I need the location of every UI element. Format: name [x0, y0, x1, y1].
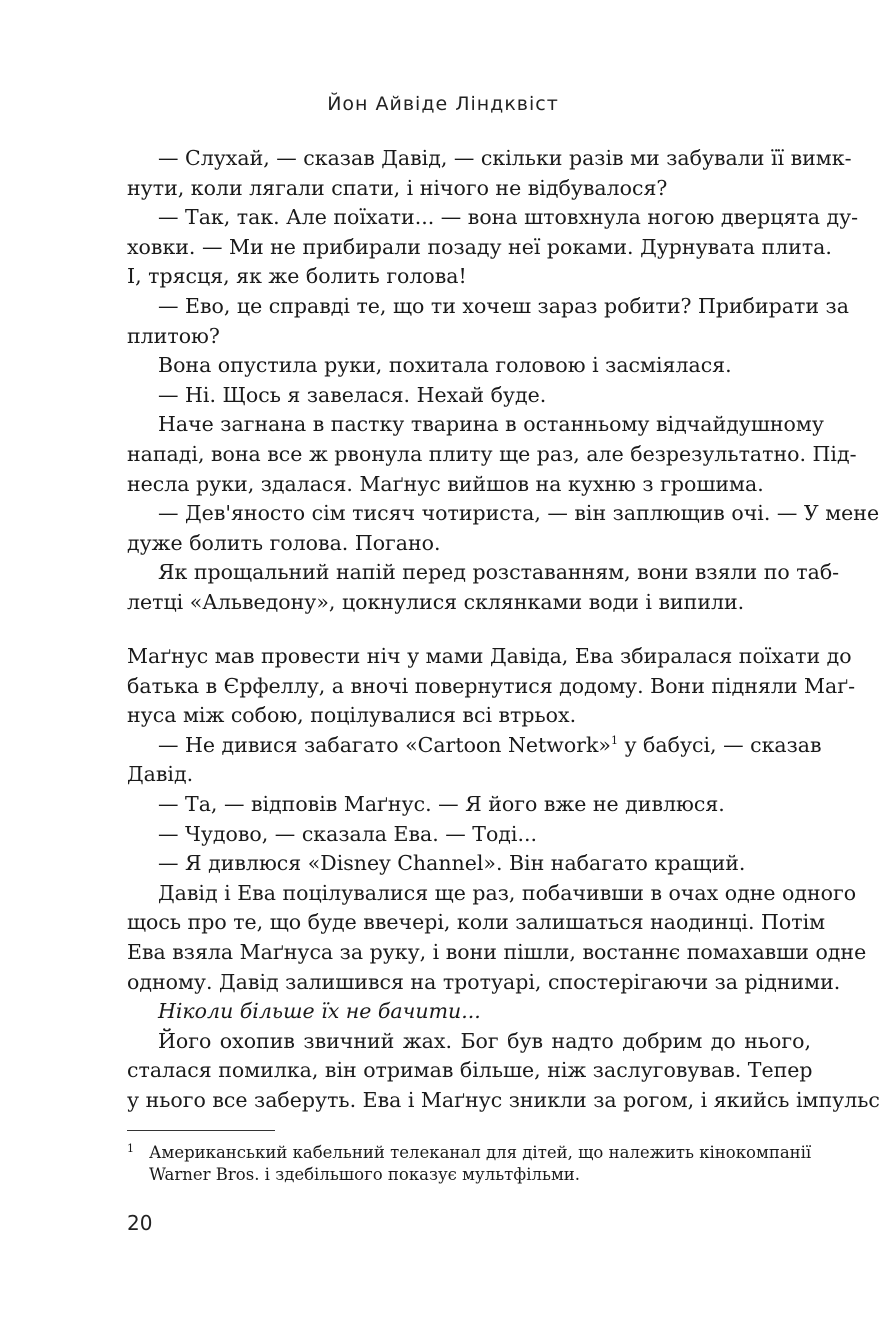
text-line: Як прощальний напій перед розставанням, вони взяли по таб-: [158, 560, 840, 585]
text-line: — Слухай, — сказав Давід, — скільки разів ми забували її вимк-: [158, 146, 852, 170]
text-line: — Так, так. Але поїхати... — вона штовхнула ногою дверцята ду-: [158, 205, 859, 230]
footnote-divider: [127, 1130, 275, 1131]
text-line: — Та, — відповів Маґнус. — Я його вже не дивлюся.: [158, 791, 725, 816]
text-line: дуже болить голова. Погано.: [127, 530, 441, 555]
footnote: [127, 1142, 811, 1186]
footnote-line: Американський кабельний телеканал для дітей, що належить кінокомпанії: [149, 1143, 812, 1162]
text-line: Ева взяла Маґнуса за руку, і вони пішли, востаннє помахавши одне: [127, 939, 867, 964]
text-line: нуса між собою, поцілувалися всі втрьох.: [127, 703, 577, 728]
text-line: Маґнус мав провести ніч у мами Давіда, Ева збиралася поїхати до: [127, 644, 852, 668]
text-line: у нього все заберуть. Ева і Маґнус зникли за рогом, і якийсь імпульс: [127, 1087, 880, 1112]
text-line: несла руки, здалася. Маґнус вийшов на кухню з грошима.: [127, 471, 764, 496]
footnote-reference: 1: [610, 733, 618, 747]
text-line: нути, коли лягали спати, і нічого не відбувалося?: [127, 175, 668, 200]
text-line: — Чудово, — сказала Ева. — Тоді...: [158, 821, 538, 846]
text-block-1: [127, 144, 880, 618]
text-segment: у бабусі, — сказав: [617, 732, 822, 757]
text-line: — Дев'яносто сім тисяч чотириста, — він заплющив очі. — У мене: [158, 501, 880, 526]
text-line-italic: Ніколи більше їх не бачити...: [158, 999, 481, 1024]
text-line: Давід і Ева поцілувалися ще раз, побачивши в очах одне одного: [158, 880, 857, 905]
footnote-number: 1: [127, 1142, 134, 1155]
text-line: Давід.: [127, 762, 194, 787]
running-header: Йон Айвіде Ліндквіст: [327, 93, 559, 115]
footnote-line: Warner Bros. і здебільшого показує мультфільми.: [149, 1165, 581, 1184]
text-line: батька в Єрфеллу, а вночі повернутися додому. Вони підняли Маґ-: [127, 673, 856, 698]
text-line: Його охопив звичний жах. Бог був надто добрим до нього,: [158, 1028, 811, 1053]
text-segment: — Не дивися забагато «Cartoon Network»: [158, 732, 611, 757]
text-line: Вона опустила руки, похитала головою і засміялася.: [158, 353, 732, 378]
text-line-with-footnote: [127, 731, 822, 761]
text-line: — Я дивлюся «Disney Channel». Він набагато кращий.: [158, 851, 746, 876]
text-line: нападі, вона все ж рвонула плиту ще раз, але безрезультатно. Під-: [127, 441, 857, 466]
page-number: 20: [127, 1211, 153, 1235]
text-line: щось про те, що буде ввечері, коли залишаться наодинці. Потім: [127, 910, 826, 935]
text-line: І, трясця, як же болить голова!: [127, 264, 467, 289]
text-block-2: [127, 642, 880, 1116]
text-line: Наче загнана в пастку тварина в останньому відчайдушному: [158, 412, 824, 437]
text-line: плитою?: [127, 323, 220, 348]
text-line: летці «Альведону», цокнулися склянками води і випили.: [127, 589, 745, 614]
text-line: — Ево, це справді те, що ти хочеш зараз робити? Прибирати за: [158, 293, 849, 318]
text-line: ховки. — Ми не прибирали позаду неї роками. Дурнувата плита.: [127, 234, 832, 259]
text-line: — Ні. Щось я завелася. Нехай буде.: [158, 382, 547, 407]
text-line: сталася помилка, він отримав більше, ніж заслуговував. Тепер: [127, 1058, 813, 1083]
text-line: одному. Давід залишився на тротуарі, спостерігаючи за рідними.: [127, 969, 841, 994]
